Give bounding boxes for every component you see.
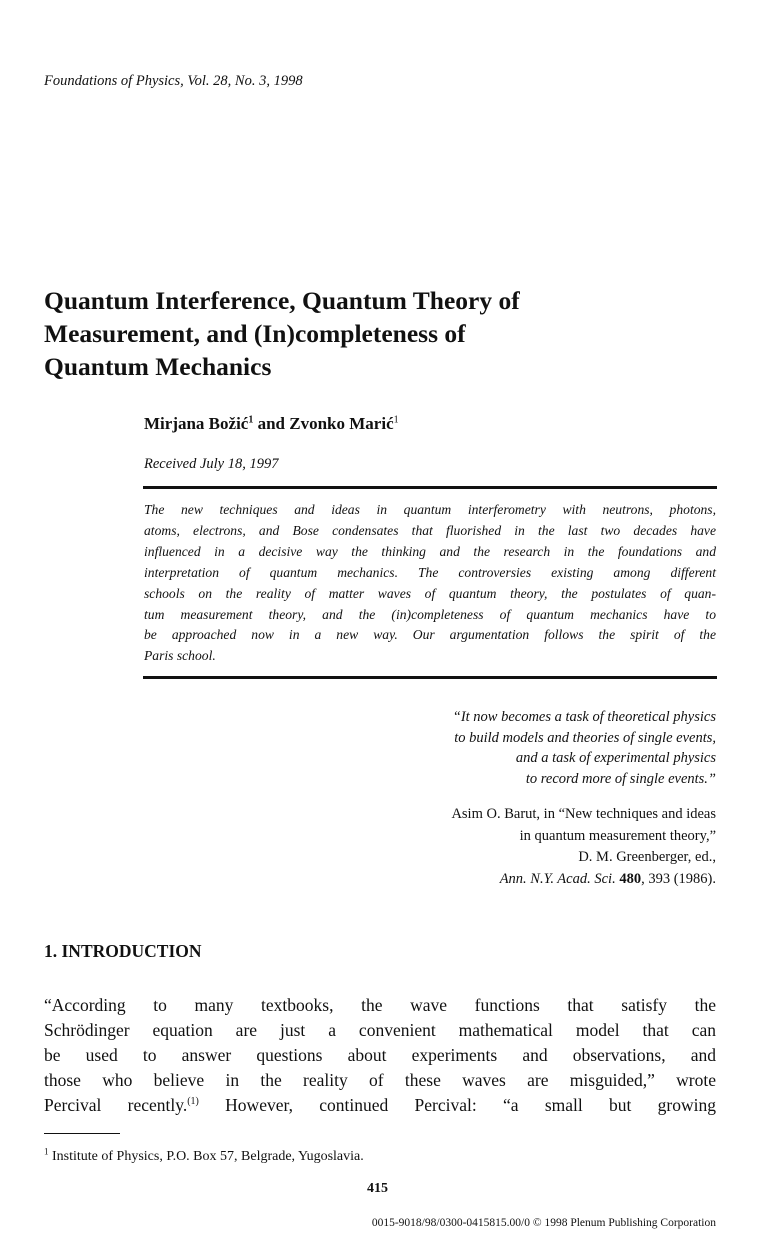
quote-line: “It now becomes a task of theoretical physics	[452, 709, 716, 725]
citation-volume: 480	[619, 870, 642, 887]
abstract-top-rule	[143, 486, 717, 489]
author-list	[144, 414, 399, 434]
quote-line: to build models and theories of single events,	[454, 729, 716, 746]
epigraph-attribution	[451, 804, 716, 890]
epigraph-quote	[453, 707, 716, 789]
attribution-line: D. M. Greenberger, ed.,	[578, 849, 716, 865]
body-line-end: However, continued Percival: “a small but growing	[198, 1094, 716, 1115]
body-line: be used to answer questions about experiments and observations, and	[44, 1044, 716, 1065]
body-line: “According to many textbooks, the wave functions that satisfy the	[44, 995, 716, 1015]
citation-rest: , 393 (1986).	[641, 870, 716, 887]
footnote	[44, 1146, 364, 1165]
body-line-start: Percival recently.	[44, 1094, 188, 1115]
footnote-text: Institute of Physics, P.O. Box 57, Belgrade, Yugoslavia.	[48, 1149, 364, 1164]
footnote-mark: 1	[44, 1146, 49, 1157]
attribution-line: in quantum measurement theory,”	[519, 827, 716, 844]
title-line: Quantum Interference, Quantum Theory of	[44, 286, 520, 315]
quote-line: and a task of experimental physics	[515, 750, 716, 766]
author-name: Mirjana Božić	[144, 414, 249, 433]
abstract-line: Paris school.	[144, 648, 216, 664]
abstract	[144, 500, 716, 667]
journal-header: Foundations of Physics, Vol. 28, No. 3, 1998	[44, 73, 303, 89]
section-heading: 1. INTRODUCTION	[44, 941, 202, 961]
citation-journal: Ann. N.Y. Acad. Sci.	[499, 870, 616, 887]
paper-title	[44, 284, 724, 383]
intro-paragraph	[44, 993, 716, 1118]
citation-line	[451, 869, 716, 891]
body-line	[44, 1093, 716, 1118]
abstract-bottom-rule	[143, 676, 717, 679]
page-number: 415	[367, 1181, 388, 1196]
attribution-line: Asim O. Barut, in “New techniques and ideas	[451, 806, 716, 822]
affiliation-mark: 1	[393, 414, 399, 426]
body-line: Schrödinger equation are just a convenient mathematical model that can	[44, 1019, 716, 1040]
abstract-line: atoms, electrons, and Bose condensates that fluorished in the last two decades have	[144, 522, 716, 538]
affiliation-mark: 1	[248, 414, 254, 426]
abstract-line: influenced in a decisive way the thinking and the research in the foundations and	[144, 543, 716, 559]
abstract-line: interpretation of quantum mechanics. The controversies existing among different	[144, 564, 716, 580]
author-conjunction: and	[257, 414, 286, 433]
abstract-line: schools on the reality of matter waves of quantum theory, the postulates of quan-	[144, 585, 716, 601]
abstract-line: tum measurement theory, and the (in)completeness of quantum mechanics have to	[144, 606, 716, 622]
abstract-line: be approached now in a new way. Our argumentation follows the spirit of the	[144, 627, 716, 643]
author-name: Zvonko Marić	[289, 414, 394, 433]
footnote-rule	[44, 1133, 120, 1134]
received-date: Received July 18, 1997	[144, 456, 279, 472]
title-line: Measurement, and (In)completeness of	[44, 319, 466, 348]
title-line: Quantum Mechanics	[44, 352, 272, 381]
copyright-line: 0015-9018/98/0300-0415815.00/0 © 1998 Plenum Publishing Corporation	[371, 1217, 716, 1229]
reference-mark[interactable]: (1)	[187, 1095, 199, 1107]
body-line: those who believe in the reality of these waves are misguided,” wrote	[44, 1069, 716, 1090]
abstract-line: The new techniques and ideas in quantum interferometry with neutrons, photons,	[144, 502, 716, 517]
quote-line: to record more of single events.”	[525, 770, 716, 787]
